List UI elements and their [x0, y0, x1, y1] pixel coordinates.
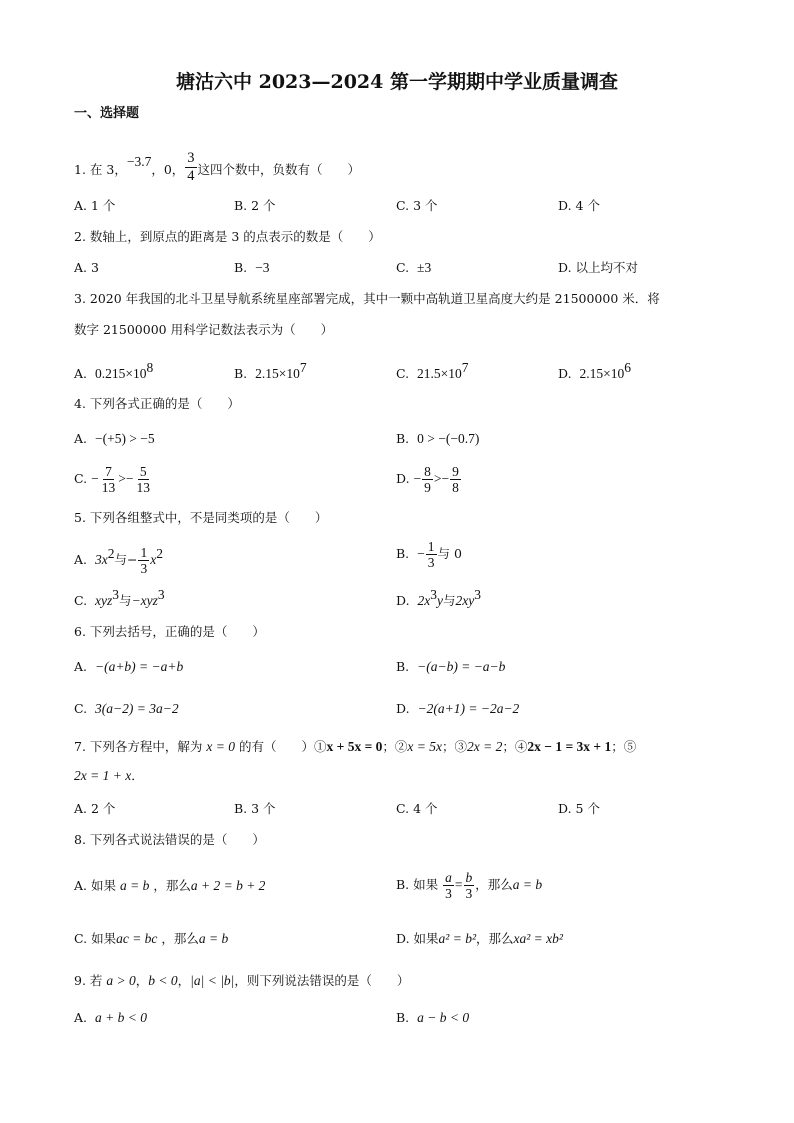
q6-option-b[interactable]: B. −(a−b) = −a−b	[396, 659, 506, 674]
q2-option-b[interactable]: B. −3	[234, 260, 270, 275]
q8-option-a[interactable]: A. 如果 a = b ，那么a + 2 = b + 2	[74, 878, 266, 893]
q3-option-c[interactable]: C. $21.5\times 10^7$	[396, 360, 469, 381]
q7-option-a[interactable]: A. 2 个	[74, 801, 116, 816]
question-8-stem: 8. 下列各式说法错误的是（ ）	[74, 832, 265, 847]
question-2-stem: 2. 数轴上，到原点的距离是 3 的点表示的数是（ ）	[74, 229, 381, 244]
q1-value: −3.7	[126, 154, 152, 169]
q5-option-a[interactable]: A. $3x^2$与− $\frac{1}{3}$ $x^2$	[74, 545, 163, 576]
q5-option-d[interactable]: D. $2x^3y$与$2xy^3$	[396, 587, 482, 608]
q3-option-a[interactable]: A. $0.215\times 10^8$	[74, 360, 154, 381]
q4-option-b[interactable]: B. 0 > −(−0.7)	[396, 431, 480, 446]
q9-option-b[interactable]: B. a − b < 0	[396, 1010, 470, 1025]
q2-option-c[interactable]: C. ±3	[396, 260, 432, 275]
q8-option-b[interactable]: B. 如果 $\frac{a}{3}$ = $\frac{b}{3}$ ，那么a = b	[396, 870, 543, 901]
q4-option-a[interactable]: A. −(+5) > −5	[74, 431, 155, 446]
question-3-stem-line2: 数字 21500000 用科学记数法表示为（ ）	[74, 322, 334, 337]
question-3-stem-line1: 3. 2020 年我国的北斗卫星导航系统星座部署完成，其中一颗中高轨道卫星高度大约是 21500000 米．将	[74, 291, 660, 306]
q7-option-b[interactable]: B. 3 个	[234, 801, 276, 816]
q9-option-a[interactable]: A. a + b < 0	[74, 1010, 147, 1025]
q1-option-c[interactable]: C. 3 个	[396, 198, 438, 213]
q1-option-d[interactable]: D. 4 个	[558, 198, 600, 213]
q1-option-a[interactable]: A. 1 个	[74, 198, 116, 213]
q1-option-b[interactable]: B. 2 个	[234, 198, 276, 213]
q2-option-d[interactable]: D. 以上均不对	[558, 260, 639, 275]
question-7-stem-line1: 7. 下列各方程中，解为 x = 0 的有（ ）①x + 5x = 0；②x = 5x；③2x = 2；④2x − 1 = 3x + 1；⑤	[74, 739, 637, 754]
q4-option-d[interactable]: D. − $\frac{8}{9}$ >− $\frac{9}{8}$	[396, 464, 459, 495]
page-title: 塘沽六中 2023—2024 第一学期期中学业质量调查	[176, 71, 618, 93]
q1-text-mid: ，0，	[151, 162, 185, 177]
q5-option-c[interactable]: C. xyz$^3$与−xyz$^3$	[74, 587, 165, 608]
q1-text: 1. 在 3，	[74, 162, 127, 177]
q8-option-c[interactable]: C. 如果ac = bc ，那么a = b	[74, 931, 229, 946]
q7-option-d[interactable]: D. 5 个	[558, 801, 600, 816]
question-6-stem: 6. 下列去括号，正确的是（ ）	[74, 624, 265, 639]
question-1-stem	[74, 140, 360, 185]
section-heading: 一、选择题	[74, 106, 140, 121]
q3-option-d[interactable]: D. $2.15\times 10^6$	[558, 360, 632, 381]
q5-option-b[interactable]: B. − $\frac{1}{3}$ 与 0	[396, 539, 462, 570]
q8-option-d[interactable]: D. 如果a² = b²，那么xa² = xb²	[396, 931, 563, 946]
q1-fraction: $\frac{3}{4}$	[187, 150, 195, 184]
q6-option-c[interactable]: C. 3(a−2) = 3a−2	[74, 701, 179, 716]
question-7-stem-line2: 2x = 1 + x．	[74, 768, 144, 783]
q3-option-b[interactable]: B. $2.15\times 10^7$	[234, 360, 307, 381]
q6-option-a[interactable]: A. −(a+b) = −a+b	[74, 659, 184, 674]
question-4-stem: 4. 下列各式正确的是（ ）	[74, 396, 240, 411]
q1-text-post: 这四个数中，负数有（ ）	[197, 162, 361, 177]
question-5-stem: 5. 下列各组整式中，不是同类项的是（ ）	[74, 510, 328, 525]
question-9-stem: 9. 若 a > 0，b < 0，|a| < |b|，则下列说法错误的是（ ）	[74, 973, 410, 988]
q6-option-d[interactable]: D. −2(a+1) = −2a−2	[396, 701, 520, 716]
q2-option-a[interactable]: A. 3	[74, 260, 99, 275]
q4-option-c[interactable]: C. − $\frac{7}{13}$ >− $\frac{5}{13}$	[74, 464, 150, 495]
q7-option-c[interactable]: C. 4 个	[396, 801, 438, 816]
